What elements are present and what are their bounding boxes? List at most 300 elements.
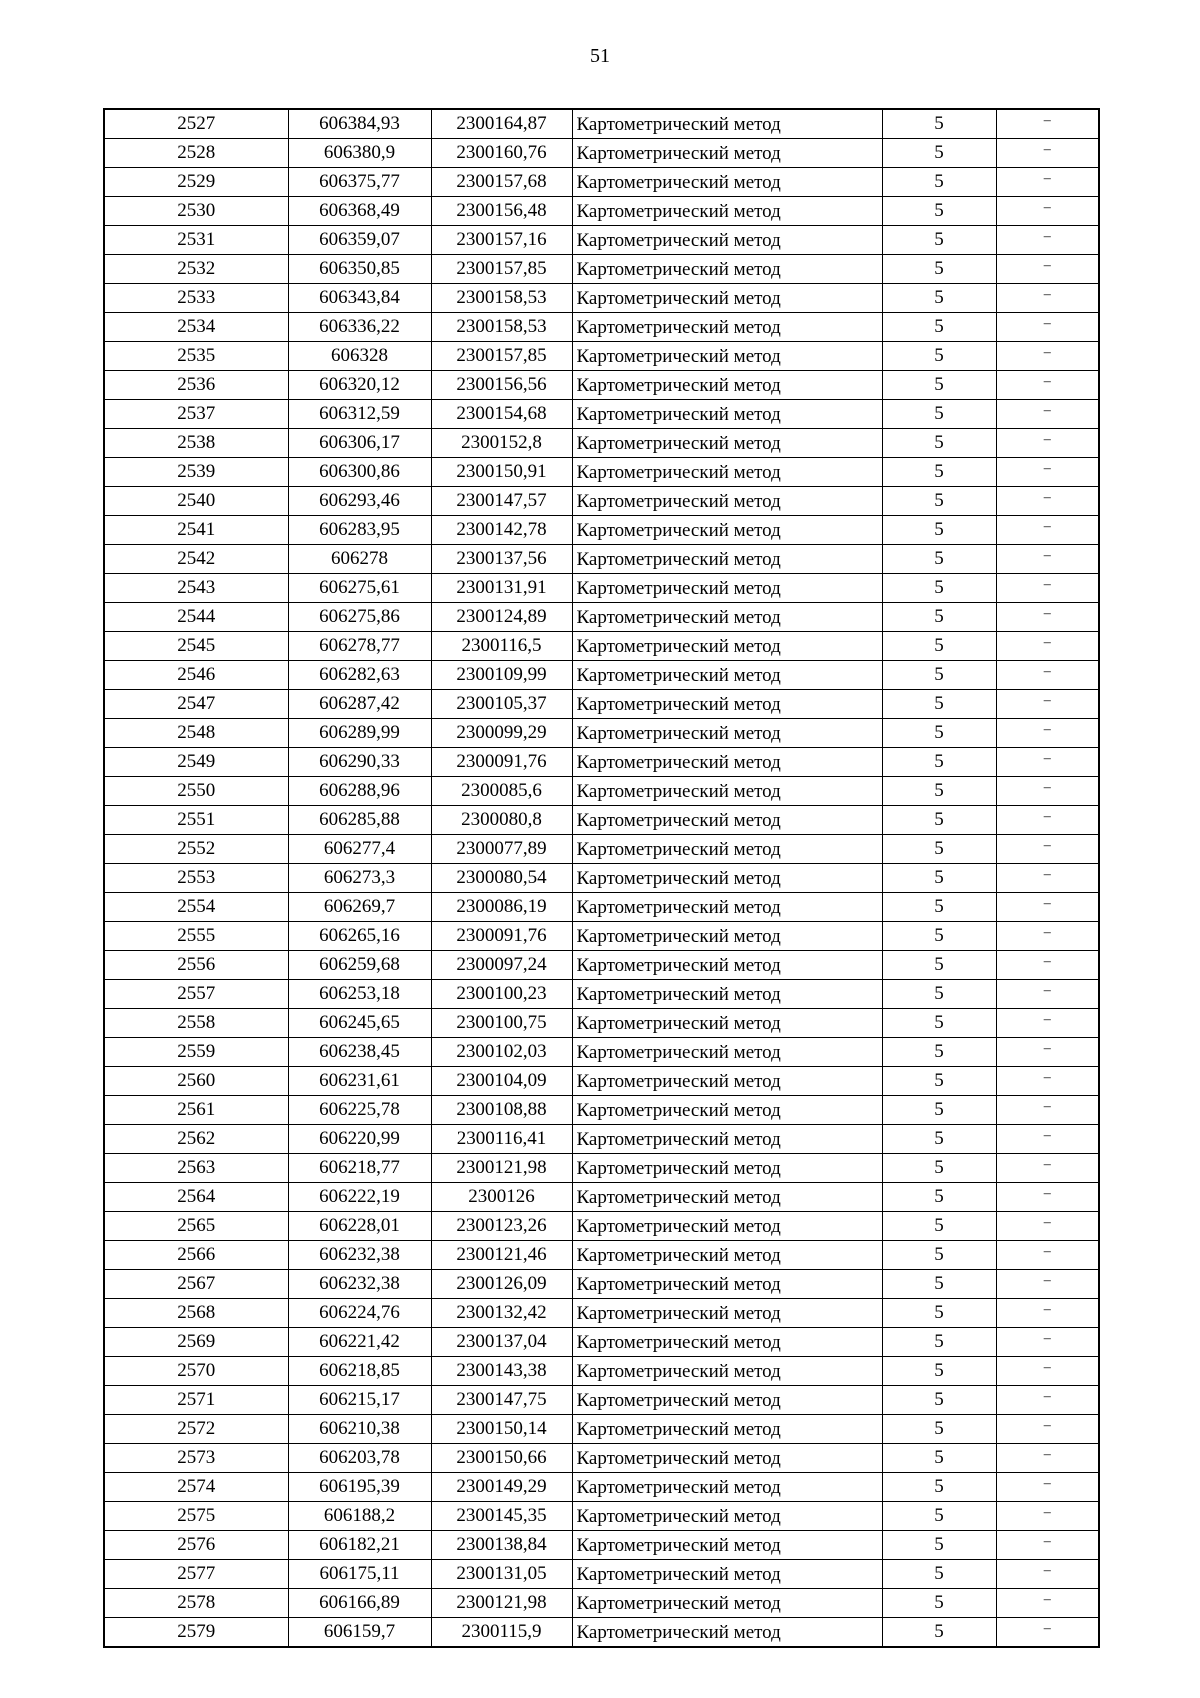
method-cell: Картометрический метод [572,661,882,690]
method-cell: Картометрический метод [572,1270,882,1299]
point-number-cell: 2560 [104,1067,288,1096]
method-cell: Картометрический метод [572,545,882,574]
method-cell: Картометрический метод [572,1038,882,1067]
accuracy-cell: 5 [882,1473,996,1502]
point-number-cell: 2535 [104,342,288,371]
method-cell: Картометрический метод [572,1357,882,1386]
x-coordinate-cell: 606259,68 [288,951,431,980]
x-coordinate-cell: 606288,96 [288,777,431,806]
y-coordinate-cell: 2300160,76 [431,139,572,168]
point-number-cell: 2553 [104,864,288,893]
note-cell: – [996,1299,1099,1328]
point-number-cell: 2558 [104,1009,288,1038]
accuracy-cell: 5 [882,777,996,806]
y-coordinate-cell: 2300156,56 [431,371,572,400]
table-row [104,458,1099,487]
accuracy-cell: 5 [882,835,996,864]
method-cell: Картометрический метод [572,139,882,168]
x-coordinate-cell: 606300,86 [288,458,431,487]
y-coordinate-cell: 2300150,91 [431,458,572,487]
y-coordinate-cell: 2300080,8 [431,806,572,835]
x-coordinate-cell: 606320,12 [288,371,431,400]
method-cell: Картометрический метод [572,371,882,400]
note-cell: – [996,429,1099,458]
x-coordinate-cell: 606287,42 [288,690,431,719]
method-cell: Картометрический метод [572,1154,882,1183]
y-coordinate-cell: 2300137,04 [431,1328,572,1357]
y-coordinate-cell: 2300147,75 [431,1386,572,1415]
x-coordinate-cell: 606275,61 [288,574,431,603]
table-row [104,168,1099,197]
table-row [104,1357,1099,1386]
method-cell: Картометрический метод [572,1183,882,1212]
x-coordinate-cell: 606166,89 [288,1589,431,1618]
method-cell: Картометрический метод [572,1502,882,1531]
point-number-cell: 2575 [104,1502,288,1531]
table-row [104,1531,1099,1560]
point-number-cell: 2536 [104,371,288,400]
table-row [104,1299,1099,1328]
x-coordinate-cell: 606328 [288,342,431,371]
method-cell: Картометрический метод [572,1212,882,1241]
method-cell: Картометрический метод [572,1415,882,1444]
table-row [104,1444,1099,1473]
note-cell: – [996,109,1099,139]
method-cell: Картометрический метод [572,980,882,1009]
note-cell: – [996,1125,1099,1154]
x-coordinate-cell: 606278,77 [288,632,431,661]
table-row [104,1560,1099,1589]
x-coordinate-cell: 606222,19 [288,1183,431,1212]
method-cell: Картометрический метод [572,1531,882,1560]
y-coordinate-cell: 2300157,68 [431,168,572,197]
table-row [104,1589,1099,1618]
table-row [104,748,1099,777]
accuracy-cell: 5 [882,342,996,371]
point-number-cell: 2539 [104,458,288,487]
x-coordinate-cell: 606368,49 [288,197,431,226]
note-cell: – [996,545,1099,574]
y-coordinate-cell: 2300108,88 [431,1096,572,1125]
point-number-cell: 2579 [104,1618,288,1648]
x-coordinate-cell: 606218,77 [288,1154,431,1183]
table-row [104,284,1099,313]
table-row [104,313,1099,342]
method-cell: Картометрический метод [572,1241,882,1270]
y-coordinate-cell: 2300121,98 [431,1154,572,1183]
accuracy-cell: 5 [882,226,996,255]
accuracy-cell: 5 [882,690,996,719]
table-row [104,1212,1099,1241]
accuracy-cell: 5 [882,1531,996,1560]
y-coordinate-cell: 2300091,76 [431,922,572,951]
accuracy-cell: 5 [882,719,996,748]
method-cell: Картометрический метод [572,313,882,342]
accuracy-cell: 5 [882,1357,996,1386]
accuracy-cell: 5 [882,1299,996,1328]
method-cell: Картометрический метод [572,922,882,951]
accuracy-cell: 5 [882,893,996,922]
accuracy-cell: 5 [882,1618,996,1648]
method-cell: Картометрический метод [572,1067,882,1096]
table-row [104,429,1099,458]
y-coordinate-cell: 2300116,5 [431,632,572,661]
x-coordinate-cell: 606203,78 [288,1444,431,1473]
point-number-cell: 2552 [104,835,288,864]
table-row [104,545,1099,574]
note-cell: – [996,516,1099,545]
table-row [104,109,1099,139]
x-coordinate-cell: 606224,76 [288,1299,431,1328]
y-coordinate-cell: 2300105,37 [431,690,572,719]
table-row [104,835,1099,864]
x-coordinate-cell: 606375,77 [288,168,431,197]
table-row [104,342,1099,371]
note-cell: – [996,1154,1099,1183]
note-cell: – [996,922,1099,951]
y-coordinate-cell: 2300109,99 [431,661,572,690]
point-number-cell: 2570 [104,1357,288,1386]
y-coordinate-cell: 2300156,48 [431,197,572,226]
x-coordinate-cell: 606336,22 [288,313,431,342]
accuracy-cell: 5 [882,109,996,139]
x-coordinate-cell: 606210,38 [288,1415,431,1444]
accuracy-cell: 5 [882,806,996,835]
x-coordinate-cell: 606245,65 [288,1009,431,1038]
method-cell: Картометрический метод [572,1560,882,1589]
table-row [104,1328,1099,1357]
y-coordinate-cell: 2300086,19 [431,893,572,922]
note-cell: – [996,661,1099,690]
point-number-cell: 2545 [104,632,288,661]
x-coordinate-cell: 606175,11 [288,1560,431,1589]
method-cell: Картометрический метод [572,1009,882,1038]
y-coordinate-cell: 2300132,42 [431,1299,572,1328]
point-number-cell: 2574 [104,1473,288,1502]
method-cell: Картометрический метод [572,777,882,806]
point-number-cell: 2541 [104,516,288,545]
note-cell: – [996,1270,1099,1299]
x-coordinate-cell: 606275,86 [288,603,431,632]
point-number-cell: 2564 [104,1183,288,1212]
table-row [104,1009,1099,1038]
x-coordinate-cell: 606220,99 [288,1125,431,1154]
x-coordinate-cell: 606273,3 [288,864,431,893]
method-cell: Картометрический метод [572,487,882,516]
note-cell: – [996,1444,1099,1473]
note-cell: – [996,1589,1099,1618]
y-coordinate-cell: 2300126,09 [431,1270,572,1299]
table-row [104,690,1099,719]
method-cell: Картометрический метод [572,893,882,922]
y-coordinate-cell: 2300164,87 [431,109,572,139]
accuracy-cell: 5 [882,371,996,400]
y-coordinate-cell: 2300150,66 [431,1444,572,1473]
accuracy-cell: 5 [882,1183,996,1212]
note-cell: – [996,1415,1099,1444]
y-coordinate-cell: 2300097,24 [431,951,572,980]
note-cell: – [996,168,1099,197]
table-row [104,1038,1099,1067]
point-number-cell: 2567 [104,1270,288,1299]
x-coordinate-cell: 606350,85 [288,255,431,284]
method-cell: Картометрический метод [572,1125,882,1154]
point-number-cell: 2576 [104,1531,288,1560]
note-cell: – [996,1067,1099,1096]
accuracy-cell: 5 [882,1009,996,1038]
table-row [104,255,1099,284]
note-cell: – [996,864,1099,893]
x-coordinate-cell: 606238,45 [288,1038,431,1067]
point-number-cell: 2556 [104,951,288,980]
table-row [104,226,1099,255]
accuracy-cell: 5 [882,487,996,516]
note-cell: – [996,1183,1099,1212]
point-number-cell: 2550 [104,777,288,806]
point-number-cell: 2543 [104,574,288,603]
table-row [104,922,1099,951]
y-coordinate-cell: 2300157,85 [431,255,572,284]
point-number-cell: 2566 [104,1241,288,1270]
x-coordinate-cell: 606285,88 [288,806,431,835]
point-number-cell: 2532 [104,255,288,284]
y-coordinate-cell: 2300152,8 [431,429,572,458]
method-cell: Картометрический метод [572,748,882,777]
method-cell: Картометрический метод [572,342,882,371]
x-coordinate-cell: 606182,21 [288,1531,431,1560]
x-coordinate-cell: 606232,38 [288,1270,431,1299]
accuracy-cell: 5 [882,574,996,603]
table-row [104,574,1099,603]
table-row [104,1096,1099,1125]
note-cell: – [996,893,1099,922]
y-coordinate-cell: 2300085,6 [431,777,572,806]
point-number-cell: 2561 [104,1096,288,1125]
accuracy-cell: 5 [882,1328,996,1357]
point-number-cell: 2546 [104,661,288,690]
y-coordinate-cell: 2300158,53 [431,284,572,313]
note-cell: – [996,632,1099,661]
x-coordinate-cell: 606343,84 [288,284,431,313]
y-coordinate-cell: 2300123,26 [431,1212,572,1241]
accuracy-cell: 5 [882,284,996,313]
table-row [104,197,1099,226]
accuracy-cell: 5 [882,603,996,632]
point-number-cell: 2542 [104,545,288,574]
y-coordinate-cell: 2300142,78 [431,516,572,545]
point-number-cell: 2534 [104,313,288,342]
y-coordinate-cell: 2300116,41 [431,1125,572,1154]
accuracy-cell: 5 [882,1444,996,1473]
table-row [104,371,1099,400]
point-number-cell: 2538 [104,429,288,458]
x-coordinate-cell: 606195,39 [288,1473,431,1502]
accuracy-cell: 5 [882,1241,996,1270]
point-number-cell: 2548 [104,719,288,748]
table-row [104,1473,1099,1502]
point-number-cell: 2554 [104,893,288,922]
point-number-cell: 2530 [104,197,288,226]
table-row [104,1183,1099,1212]
note-cell: – [996,1473,1099,1502]
note-cell: – [996,1502,1099,1531]
table-row [104,1067,1099,1096]
method-cell: Картометрический метод [572,864,882,893]
note-cell: – [996,1618,1099,1648]
x-coordinate-cell: 606218,85 [288,1357,431,1386]
accuracy-cell: 5 [882,168,996,197]
y-coordinate-cell: 2300131,91 [431,574,572,603]
method-cell: Картометрический метод [572,806,882,835]
coordinates-table [103,108,1100,1648]
accuracy-cell: 5 [882,139,996,168]
accuracy-cell: 5 [882,1270,996,1299]
x-coordinate-cell: 606384,93 [288,109,431,139]
y-coordinate-cell: 2300104,09 [431,1067,572,1096]
note-cell: – [996,226,1099,255]
table-row [104,1415,1099,1444]
accuracy-cell: 5 [882,1096,996,1125]
accuracy-cell: 5 [882,1502,996,1531]
method-cell: Картометрический метод [572,400,882,429]
method-cell: Картометрический метод [572,1299,882,1328]
note-cell: – [996,777,1099,806]
point-number-cell: 2531 [104,226,288,255]
method-cell: Картометрический метод [572,255,882,284]
y-coordinate-cell: 2300138,84 [431,1531,572,1560]
y-coordinate-cell: 2300102,03 [431,1038,572,1067]
note-cell: – [996,1009,1099,1038]
accuracy-cell: 5 [882,1212,996,1241]
x-coordinate-cell: 606188,2 [288,1502,431,1531]
method-cell: Картометрический метод [572,429,882,458]
note-cell: – [996,1357,1099,1386]
x-coordinate-cell: 606159,7 [288,1618,431,1648]
method-cell: Картометрический метод [572,835,882,864]
method-cell: Картометрический метод [572,516,882,545]
note-cell: – [996,1241,1099,1270]
y-coordinate-cell: 2300121,98 [431,1589,572,1618]
table-row [104,777,1099,806]
point-number-cell: 2573 [104,1444,288,1473]
point-number-cell: 2540 [104,487,288,516]
method-cell: Картометрический метод [572,226,882,255]
accuracy-cell: 5 [882,1386,996,1415]
x-coordinate-cell: 606225,78 [288,1096,431,1125]
note-cell: – [996,1096,1099,1125]
y-coordinate-cell: 2300115,9 [431,1618,572,1648]
accuracy-cell: 5 [882,1038,996,1067]
note-cell: – [996,197,1099,226]
note-cell: – [996,719,1099,748]
method-cell: Картометрический метод [572,1096,882,1125]
table-row [104,661,1099,690]
note-cell: – [996,255,1099,284]
point-number-cell: 2569 [104,1328,288,1357]
accuracy-cell: 5 [882,1154,996,1183]
x-coordinate-cell: 606359,07 [288,226,431,255]
table-row [104,951,1099,980]
table-row [104,603,1099,632]
note-cell: – [996,371,1099,400]
y-coordinate-cell: 2300099,29 [431,719,572,748]
accuracy-cell: 5 [882,545,996,574]
note-cell: – [996,690,1099,719]
point-number-cell: 2578 [104,1589,288,1618]
note-cell: – [996,400,1099,429]
accuracy-cell: 5 [882,922,996,951]
y-coordinate-cell: 2300157,85 [431,342,572,371]
method-cell: Картометрический метод [572,458,882,487]
method-cell: Картометрический метод [572,1473,882,1502]
y-coordinate-cell: 2300100,23 [431,980,572,1009]
note-cell: – [996,1386,1099,1415]
x-coordinate-cell: 606265,16 [288,922,431,951]
point-number-cell: 2568 [104,1299,288,1328]
accuracy-cell: 5 [882,1125,996,1154]
y-coordinate-cell: 2300158,53 [431,313,572,342]
point-number-cell: 2563 [104,1154,288,1183]
accuracy-cell: 5 [882,429,996,458]
table-row [104,806,1099,835]
x-coordinate-cell: 606380,9 [288,139,431,168]
x-coordinate-cell: 606232,38 [288,1241,431,1270]
accuracy-cell: 5 [882,748,996,777]
point-number-cell: 2533 [104,284,288,313]
table-row [104,1241,1099,1270]
y-coordinate-cell: 2300143,38 [431,1357,572,1386]
y-coordinate-cell: 2300077,89 [431,835,572,864]
method-cell: Картометрический метод [572,574,882,603]
method-cell: Картометрический метод [572,1618,882,1648]
method-cell: Картометрический метод [572,1444,882,1473]
x-coordinate-cell: 606289,99 [288,719,431,748]
method-cell: Картометрический метод [572,719,882,748]
accuracy-cell: 5 [882,951,996,980]
note-cell: – [996,458,1099,487]
x-coordinate-cell: 606312,59 [288,400,431,429]
note-cell: – [996,951,1099,980]
x-coordinate-cell: 606283,95 [288,516,431,545]
point-number-cell: 2527 [104,109,288,139]
x-coordinate-cell: 606293,46 [288,487,431,516]
y-coordinate-cell: 2300149,29 [431,1473,572,1502]
note-cell: – [996,139,1099,168]
method-cell: Картометрический метод [572,284,882,313]
y-coordinate-cell: 2300080,54 [431,864,572,893]
y-coordinate-cell: 2300091,76 [431,748,572,777]
point-number-cell: 2549 [104,748,288,777]
note-cell: – [996,574,1099,603]
accuracy-cell: 5 [882,197,996,226]
note-cell: – [996,603,1099,632]
note-cell: – [996,980,1099,1009]
point-number-cell: 2557 [104,980,288,1009]
point-number-cell: 2544 [104,603,288,632]
note-cell: – [996,835,1099,864]
point-number-cell: 2529 [104,168,288,197]
table-row [104,980,1099,1009]
method-cell: Картометрический метод [572,109,882,139]
table-row [104,632,1099,661]
y-coordinate-cell: 2300124,89 [431,603,572,632]
method-cell: Картометрический метод [572,951,882,980]
method-cell: Картометрический метод [572,690,882,719]
point-number-cell: 2551 [104,806,288,835]
table-row [104,864,1099,893]
method-cell: Картометрический метод [572,168,882,197]
y-coordinate-cell: 2300147,57 [431,487,572,516]
